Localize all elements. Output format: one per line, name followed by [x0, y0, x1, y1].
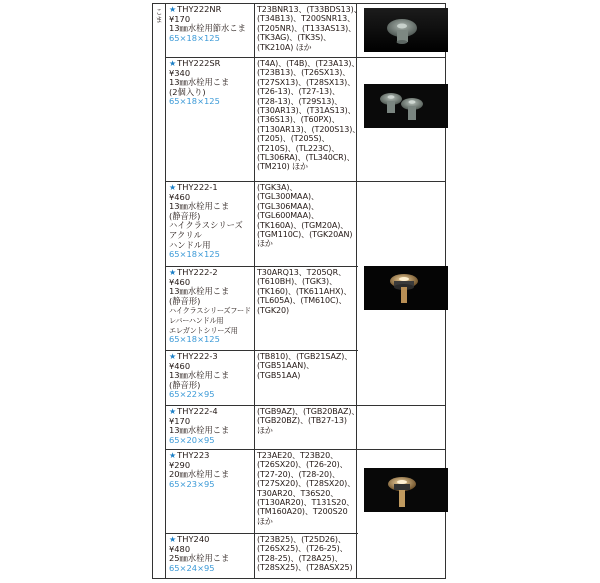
- product-price: ¥170: [169, 13, 191, 24]
- product-desc: 13㎜水栓用こま: [169, 425, 230, 436]
- compat-line: (TK160A)、(TGM20A)、: [257, 220, 349, 230]
- product-dims: 65×23×95: [169, 478, 215, 489]
- product-desc: 13㎜水栓用こま: [169, 77, 230, 88]
- compat-line: (TGL600MAA)、: [257, 211, 319, 221]
- compat-line: (T26SX25)、(T26-25)、: [257, 544, 348, 554]
- product-cell: [166, 351, 255, 405]
- compat-line: (TL605A)、(TM610C)、: [257, 296, 347, 306]
- compat-line: (T130AR13)、(T200S13)、: [257, 124, 361, 134]
- product-image-brass-washer-large: [364, 468, 448, 512]
- product-desc: (静音形): [169, 379, 201, 390]
- compat-line: T23AE20、T23B20、: [257, 451, 339, 460]
- table-row: [166, 406, 445, 450]
- product-dims: 65×24×95: [169, 562, 215, 573]
- compat-line: (TGM110C)、(TGK20AN): [257, 230, 353, 240]
- compat-line: (T28-25)、(T28A25)、: [257, 553, 343, 563]
- compat-line: (TGL306MAA)、: [257, 201, 319, 211]
- compat-line: ほか: [257, 516, 273, 526]
- product-desc: 13㎜水栓用こま: [169, 286, 230, 297]
- compat-line: (T27-20)、(T28-20)、: [257, 469, 340, 479]
- star-icon: ★: [169, 59, 177, 68]
- compat-line: (T30AR13)、(T31AS13)、: [257, 106, 356, 116]
- product-code: THY222NR: [177, 4, 222, 14]
- product-desc: 13㎜水栓用こま: [169, 370, 230, 381]
- product-dims: 65×18×125: [169, 334, 220, 345]
- compat-line: (T28SX25)、(T28ASX25): [257, 563, 353, 573]
- product-code: THY222-3: [177, 351, 218, 361]
- compat-line: T23BNR13、(T33BDS13)、: [257, 5, 362, 14]
- product-dims: 65×20×95: [169, 434, 215, 445]
- product-dims: 65×18×125: [169, 249, 220, 260]
- product-cell: [166, 406, 255, 449]
- product-cell: [166, 4, 255, 57]
- compat-cell: [255, 267, 357, 350]
- compat-line: (TK210A) ほか: [257, 42, 312, 52]
- product-code: THY222-4: [177, 406, 218, 416]
- product-price: ¥460: [169, 191, 191, 202]
- star-icon: ★: [169, 183, 177, 192]
- product-desc: 13㎜水栓用こま: [169, 201, 230, 212]
- compat-cell: [255, 406, 360, 449]
- compat-cell: [255, 4, 362, 57]
- compat-line: (TM210) ほか: [257, 162, 308, 172]
- product-code: THY223: [177, 450, 210, 460]
- side-category-label: こま: [155, 8, 163, 24]
- product-desc: (2個入り): [169, 86, 206, 97]
- star-icon: ★: [169, 352, 177, 361]
- product-desc: アクリル: [169, 229, 202, 240]
- compat-line: (TK3AG)、(TK3S)、: [257, 33, 332, 43]
- compat-cell: [255, 58, 361, 181]
- compat-line: (TM160A20)、T200S20: [257, 507, 348, 517]
- product-desc: 25㎜水栓用こま: [169, 553, 230, 564]
- compat-line: T30ARQ13、T205QR、: [257, 268, 346, 277]
- product-cell: [166, 534, 255, 578]
- compat-line: (TK160)、(TK611AHX)、: [257, 286, 352, 296]
- product-dims: 65×22×95: [169, 389, 215, 400]
- product-price: ¥170: [169, 415, 191, 426]
- compat-line: (T26-13)、(T27-13)、: [257, 87, 340, 97]
- product-code: THY240: [177, 534, 210, 544]
- product-desc: エレガントシリーズ用: [169, 325, 238, 335]
- compat-line: (T27SX20)、(T28SX20)、: [257, 479, 356, 489]
- compat-line: (TGB20BZ)、(TB27-13): [257, 416, 347, 426]
- compat-cell: [255, 182, 357, 266]
- compat-line: (TB810)、(TGB21SAZ)、: [257, 352, 353, 361]
- product-desc: (静音形): [169, 295, 201, 306]
- compat-line: (T36S13)、(T60PX)、: [257, 115, 340, 125]
- compat-cell: [255, 534, 357, 578]
- compat-line: (T205)、(T205S)、: [257, 134, 330, 144]
- product-price: ¥480: [169, 543, 191, 554]
- compat-line: (TGK3A)、: [257, 183, 298, 192]
- star-icon: ★: [169, 5, 177, 14]
- product-price: ¥460: [169, 360, 191, 371]
- compat-line: (TGB51AA): [257, 370, 301, 380]
- compat-line: (T34B13)、T200SNR13、: [257, 14, 356, 24]
- product-table: [152, 3, 446, 579]
- compat-line: (T130AR20)、T131S20、: [257, 498, 355, 508]
- product-cell: [166, 58, 255, 181]
- product-cell: [166, 182, 255, 266]
- product-price: ¥290: [169, 459, 191, 470]
- compat-line: (T4A)、(T4B)、(T23A13)、: [257, 59, 360, 68]
- product-image-grey-washer-pair: [364, 84, 448, 128]
- compat-line: ほか: [257, 425, 273, 435]
- compat-line: (T210S)、(TL223C)、: [257, 143, 340, 153]
- compat-line: (T23B25)、(T25D26)、: [257, 535, 346, 544]
- product-image-brass-washer: [364, 266, 448, 310]
- product-desc: レバーハンドル用: [169, 315, 224, 325]
- compat-cell: [255, 450, 357, 533]
- compat-line: (TGB51AAN)、: [257, 361, 315, 371]
- product-desc: ハイクラスシリーズ: [169, 220, 243, 231]
- product-code: THY222-2: [177, 267, 218, 277]
- compat-line: (T27SX13)、(T28SX13)、: [257, 77, 356, 87]
- product-desc: ハンドル用: [169, 239, 211, 250]
- compat-line: (TGL300MAA)、: [257, 192, 319, 202]
- product-price: ¥340: [169, 67, 191, 78]
- product-dims: 65×18×125: [169, 32, 220, 43]
- compat-line: (TL306RA)、(TL340CR)、: [257, 153, 355, 163]
- product-desc: (静音形): [169, 210, 201, 221]
- product-desc: ハイクラスシリーズフード: [169, 306, 251, 316]
- product-dims: 65×18×125: [169, 96, 220, 107]
- compat-line: T30AR20、T36S20、: [257, 488, 339, 498]
- compat-line: (T23B13)、(T26SX13)、: [257, 68, 351, 78]
- star-icon: ★: [169, 451, 177, 460]
- star-icon: ★: [169, 268, 177, 277]
- star-icon: ★: [169, 535, 177, 544]
- product-cell: [166, 267, 255, 350]
- product-price: ¥460: [169, 276, 191, 287]
- compat-line: (T28-13)、(T29S13)、: [257, 96, 343, 106]
- side-category: [153, 4, 166, 578]
- product-code: THY222SR: [177, 58, 221, 68]
- compat-line: (T610BH)、(TGK3)、: [257, 277, 337, 287]
- compat-line: (T205NR)、(T133AS13)、: [257, 23, 357, 33]
- product-code: THY222-1: [177, 182, 218, 192]
- compat-line: (TGK20): [257, 305, 290, 315]
- compat-line: (TGB9AZ)、(TGB20BAZ)、: [257, 407, 360, 416]
- product-desc: 13㎜水栓用節水こま: [169, 23, 246, 34]
- compat-line: ほか: [257, 239, 273, 249]
- product-cell: [166, 450, 255, 533]
- compat-line: (T26SX20)、(T26-20)、: [257, 460, 348, 470]
- star-icon: ★: [169, 407, 177, 416]
- compat-cell: [255, 351, 357, 405]
- product-image-grey-washer: [364, 8, 448, 52]
- product-desc: 20㎜水栓用こま: [169, 469, 230, 480]
